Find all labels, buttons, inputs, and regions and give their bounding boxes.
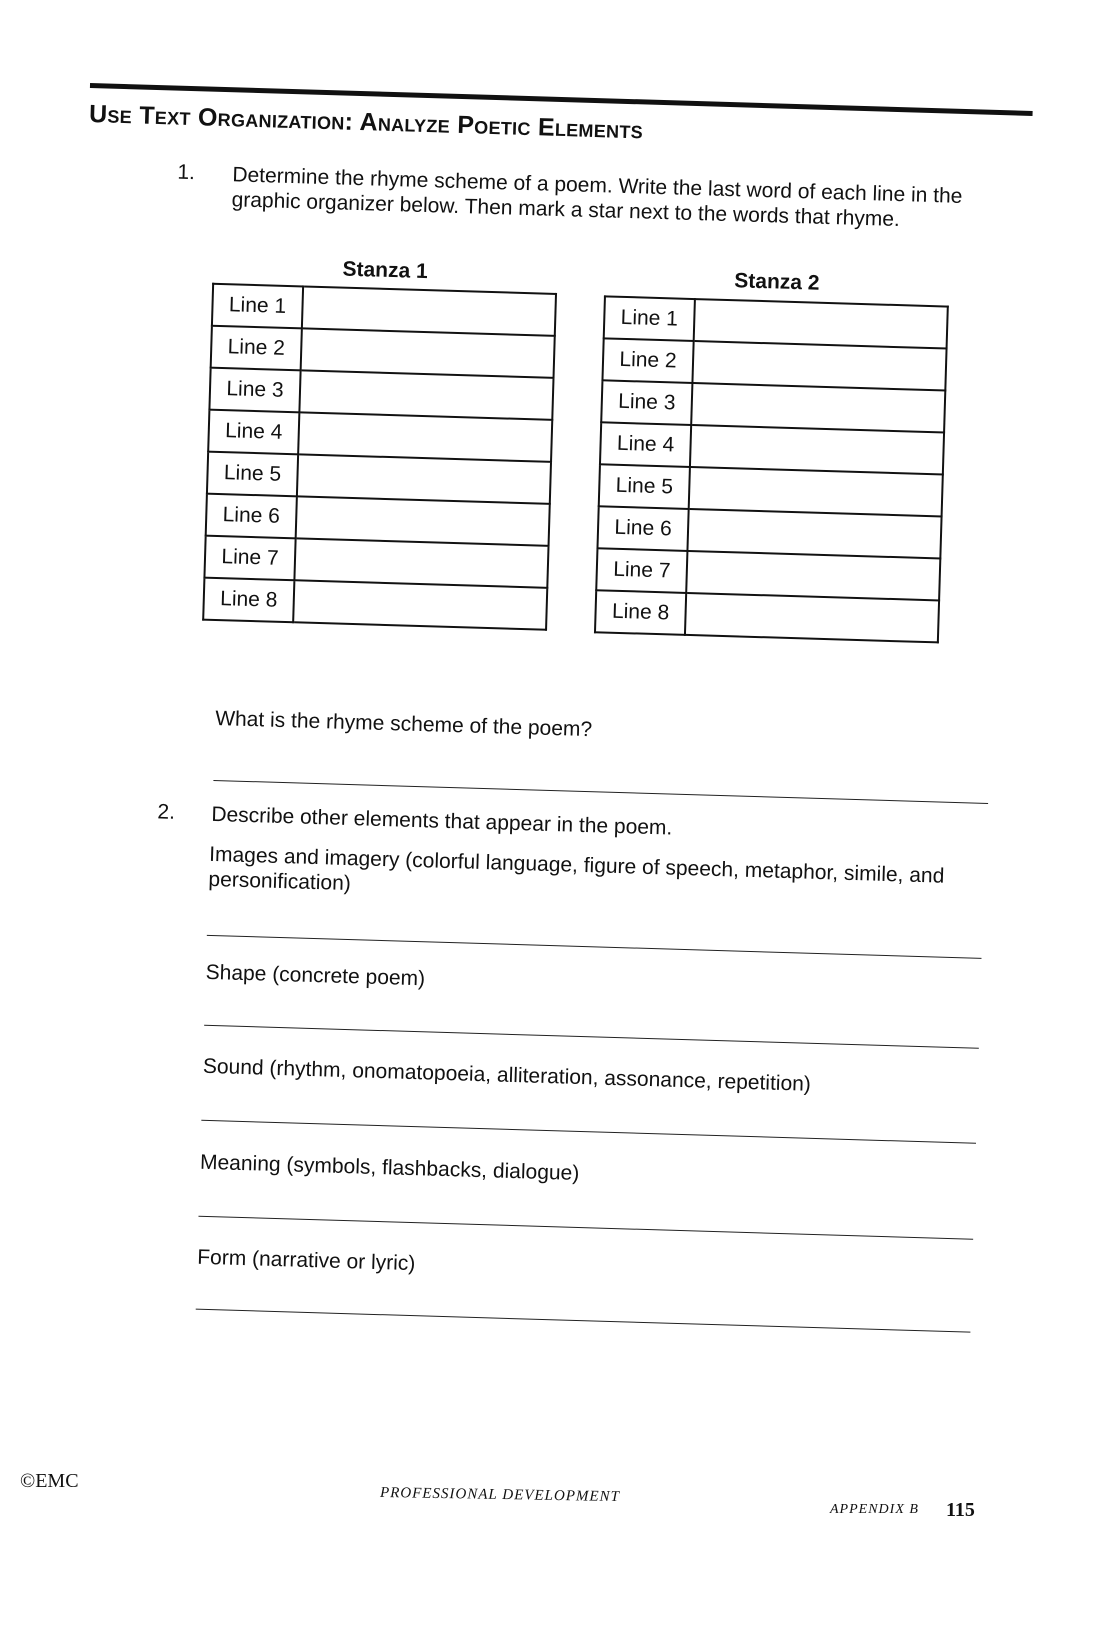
- last-word-cell[interactable]: [301, 328, 555, 377]
- footer-appendix: APPENDIX B: [830, 1502, 919, 1517]
- last-word-cell[interactable]: [685, 593, 939, 642]
- line-label: Line 7: [204, 536, 295, 581]
- last-word-cell[interactable]: [686, 551, 940, 600]
- answer-line-sound[interactable]: [201, 1120, 976, 1144]
- prompt-shape: Shape (concrete poem): [205, 960, 426, 991]
- question-2-number: 2.: [157, 800, 176, 824]
- last-word-cell[interactable]: [690, 425, 944, 474]
- answer-line-form[interactable]: [196, 1309, 971, 1333]
- copyright: ©EMC: [20, 1470, 79, 1492]
- line-label: Line 6: [597, 506, 688, 551]
- stanza-2-table: [594, 295, 949, 643]
- prompt-imagery: Images and imagery (colorful language, figure of speech, metaphor, simile, and personification): [208, 842, 945, 896]
- stanza-2-label: Stanza 2: [734, 269, 820, 295]
- last-word-cell[interactable]: [692, 341, 946, 390]
- last-word-cell[interactable]: [297, 454, 551, 503]
- line-label: Line 2: [211, 326, 302, 371]
- line-label: Line 7: [596, 548, 687, 593]
- last-word-cell[interactable]: [689, 467, 943, 516]
- line-label: Line 5: [207, 452, 298, 497]
- last-word-cell[interactable]: [694, 299, 948, 348]
- last-word-cell[interactable]: [298, 412, 552, 461]
- stanza-row: [595, 590, 939, 642]
- line-label: Line 3: [209, 368, 300, 413]
- rhyme-scheme-answer-line[interactable]: [213, 780, 988, 804]
- prompt-form: Form (narrative or lyric): [196, 1245, 416, 1276]
- answer-line-meaning[interactable]: [198, 1216, 973, 1240]
- line-label: Line 8: [595, 590, 686, 635]
- stanza-1-label: Stanza 1: [342, 257, 429, 284]
- line-label: Line 4: [600, 422, 691, 467]
- answer-line-imagery[interactable]: [207, 935, 982, 959]
- question-1-text: Determine the rhyme scheme of a poem. Write the last word of each line in the graphic organizer below. Then mark a star next to the words that rhyme.: [231, 163, 963, 232]
- question-1-number: 1.: [177, 160, 196, 185]
- stanza-row: [203, 578, 547, 630]
- line-label: Line 5: [599, 464, 690, 509]
- answer-line-shape[interactable]: [204, 1025, 979, 1049]
- page-title: Use Text Organization: Analyze Poetic Elements: [88, 99, 644, 145]
- prompt-sound: Sound (rhythm, onomatopoeia, alliteration, assonance, repetition): [202, 1054, 812, 1096]
- line-label: Line 1: [604, 296, 695, 341]
- line-label: Line 3: [601, 380, 692, 425]
- last-word-cell[interactable]: [296, 496, 550, 545]
- line-label: Line 8: [203, 578, 294, 623]
- prompt-meaning: Meaning (symbols, flashbacks, dialogue): [199, 1150, 580, 1185]
- last-word-cell[interactable]: [691, 383, 945, 432]
- last-word-cell[interactable]: [299, 370, 553, 419]
- line-label: Line 4: [208, 410, 299, 455]
- question-2-text: Describe other elements that appear in the poem.: [211, 802, 673, 840]
- rhyme-scheme-question: What is the rhyme scheme of the poem?: [214, 706, 593, 742]
- line-label: Line 1: [212, 284, 303, 329]
- footer-center: PROFESSIONAL DEVELOPMENT: [379, 1484, 621, 1506]
- last-word-cell[interactable]: [294, 538, 548, 587]
- line-label: Line 2: [602, 338, 693, 383]
- last-word-cell[interactable]: [302, 286, 556, 335]
- page-number: 115: [946, 1499, 975, 1521]
- last-word-cell[interactable]: [293, 580, 547, 629]
- line-label: Line 6: [206, 494, 297, 539]
- stanza-1-table: [202, 283, 557, 631]
- last-word-cell[interactable]: [687, 509, 941, 558]
